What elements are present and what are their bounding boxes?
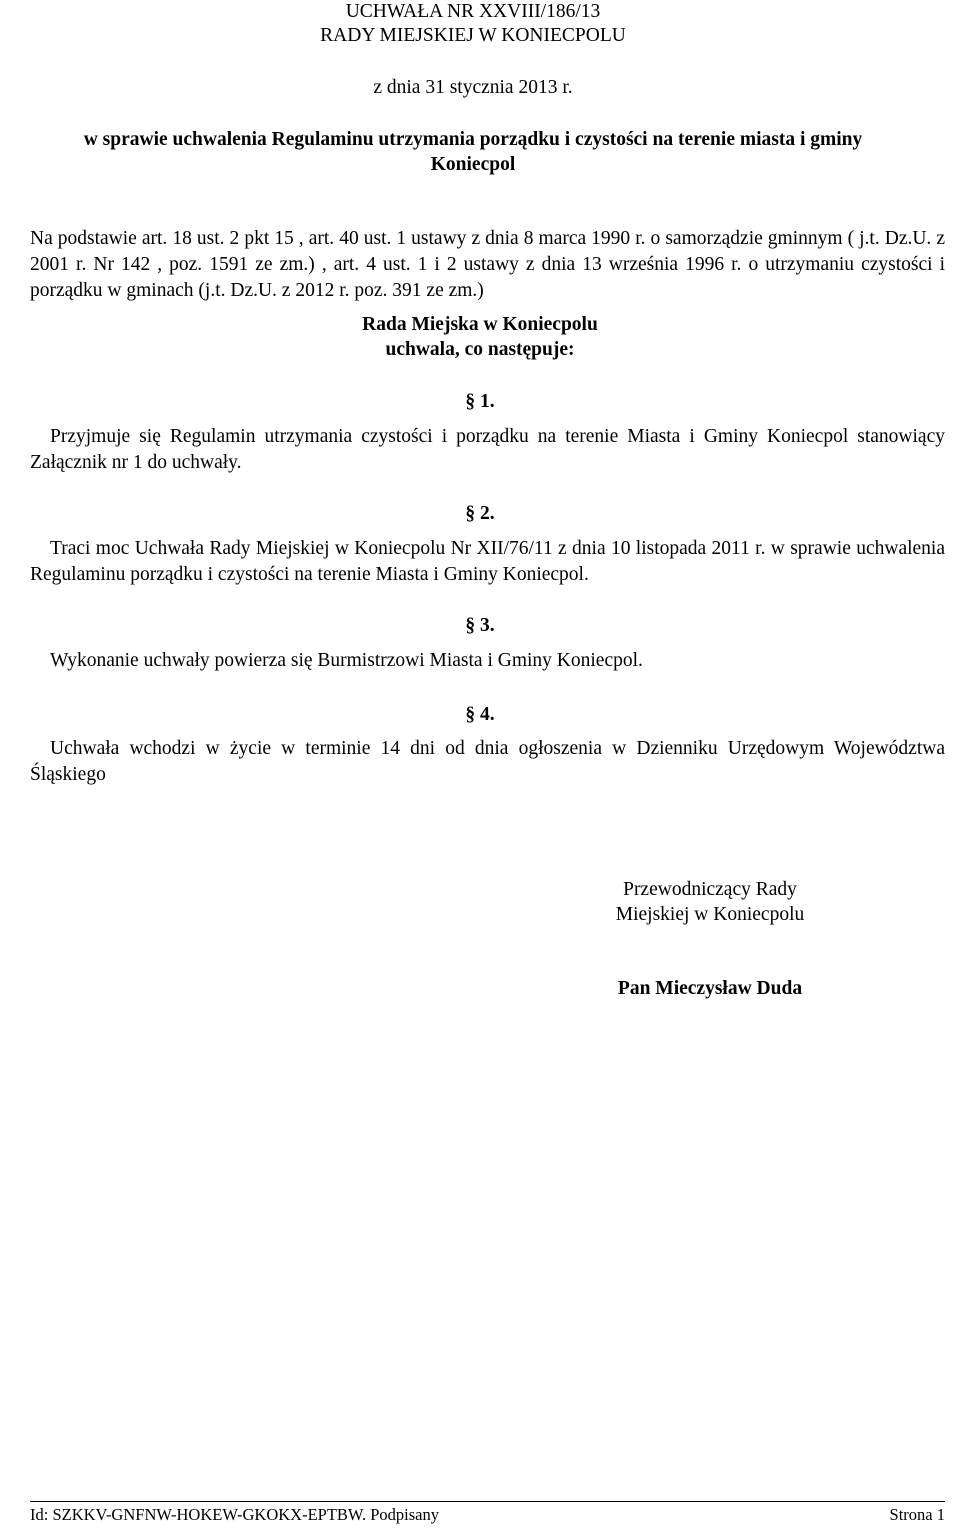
subject-line-2: Koniecpol xyxy=(430,154,516,175)
section-mark-1: § 1. xyxy=(465,391,495,412)
page-number: Strona 1 xyxy=(889,1505,945,1524)
section-mark-3: § 3. xyxy=(465,615,495,636)
section-text-4: Uchwała wchodzi w życie w terminie 14 dni od dnia ogłoszenia w Dzienniku Urzędowym Województwa Śląskiego xyxy=(30,738,945,785)
council-resolves: uchwala, co następuje: xyxy=(385,339,575,360)
document-id: Id: SZKKV-GNFNW-HOKEW-GKOKX-EPTBW. Podpisany xyxy=(30,1505,439,1524)
council-heading: Rada Miejska w Koniecpolu xyxy=(362,314,598,335)
section-mark-2: § 2. xyxy=(465,503,495,524)
section-text-2: Traci moc Uchwała Rady Miejskiej w Koniecpolu Nr XII/76/11 z dnia 10 listopada 2011 r. w sprawie uchwalenia Regulaminu porządku i czystości na terenie Miasta i Gminy Koniecpol. xyxy=(30,538,945,585)
subject-line-1: w sprawie uchwalenia Regulaminu utrzymania porządku i czystości na terenie miasta i gminy xyxy=(83,129,863,150)
signature-role-line-2: Miejskiej w Koniecpolu xyxy=(615,904,805,925)
section-text-1: Przyjmuje się Regulamin utrzymania czystości i porządku na terenie Miasta i Gminy Koniecpol stanowiący Załącznik nr 1 do uchwały. xyxy=(30,426,945,473)
resolution-title: UCHWAŁA NR XXVIII/186/13 xyxy=(345,1,601,22)
resolution-date: z dnia 31 stycznia 2013 r. xyxy=(373,77,573,98)
section-text-3: Wykonanie uchwały powierza się Burmistrzowi Miasta i Gminy Koniecpol. xyxy=(50,650,643,671)
signature-name: Pan Mieczysław Duda xyxy=(617,978,803,999)
footer-divider xyxy=(30,1501,945,1502)
section-mark-4: § 4. xyxy=(465,704,495,725)
legal-basis: Na podstawie art. 18 ust. 2 pkt 15 , art. 40 ust. 1 ustawy z dnia 8 marca 1990 r. o samorządzie gminnym ( j.t. Dz.U. z 2001 r. Nr 142 , poz. 1591 ze zm.) , art. 4 ust. 1 i 2 ustawy z dnia 13 września 1996 r. o utrzymaniu czystości i porządku w gminach (j.t. Dz.U. z 2012 r. poz. 391 ze zm.) xyxy=(30,228,945,301)
signature-role-line-1: Przewodniczący Rady xyxy=(623,879,797,900)
council-name: RADY MIEJSKIEJ W KONIECPOLU xyxy=(320,25,626,46)
